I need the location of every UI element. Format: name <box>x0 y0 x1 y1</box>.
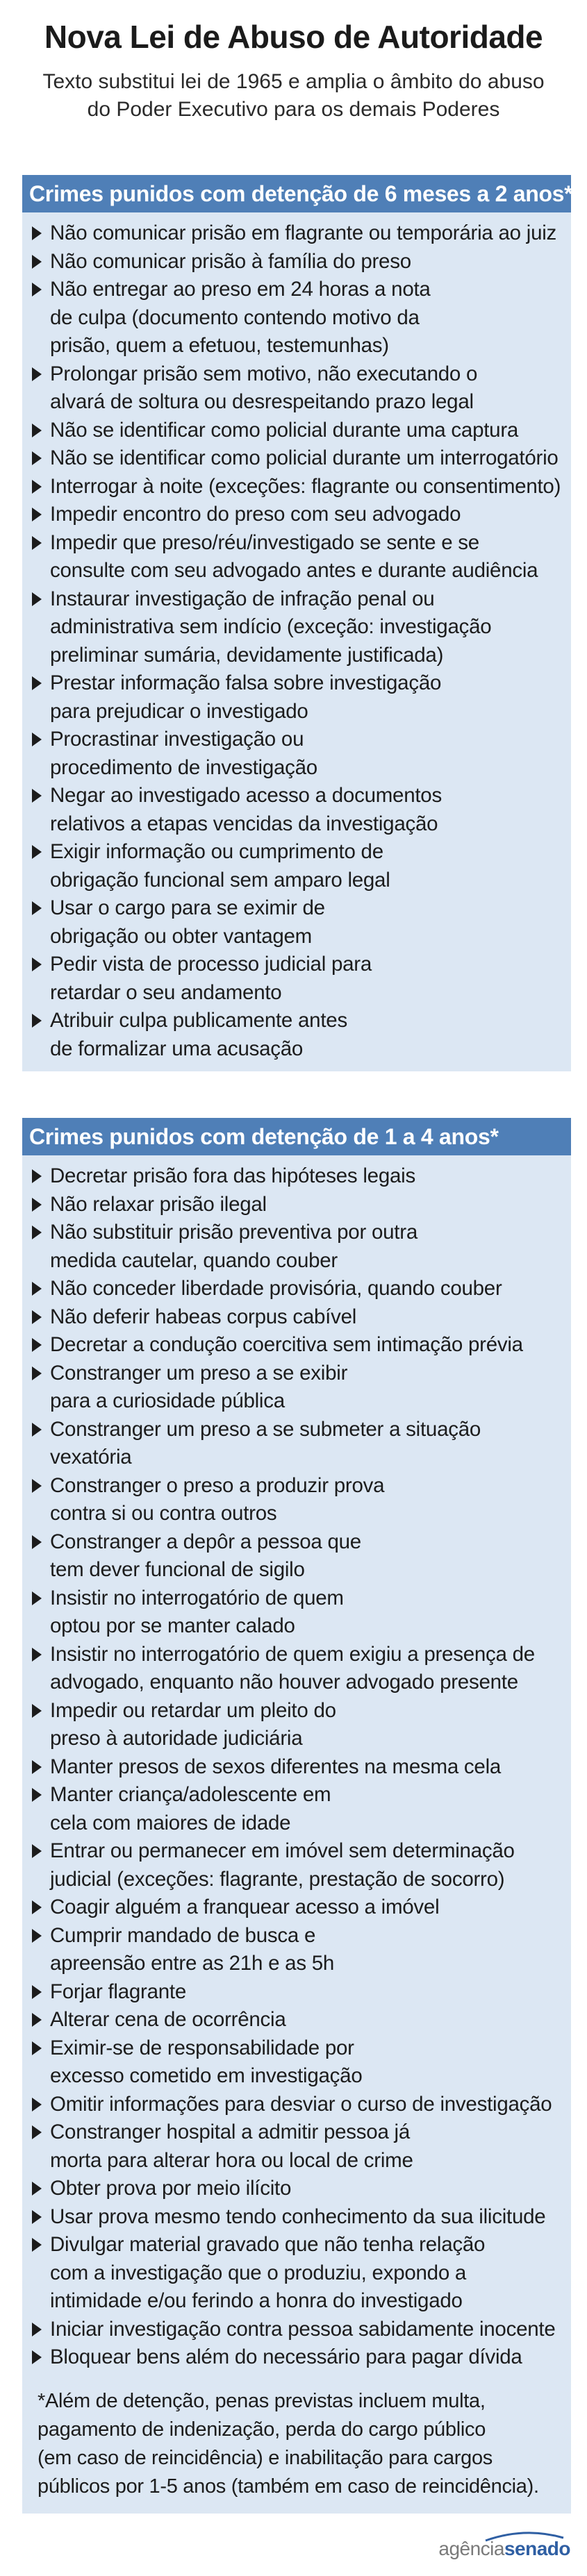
list-item-text: Bloquear bens além do necessário para pagar dívida <box>50 2345 522 2368</box>
list-item-text: Não se identificar como policial durante uma captura <box>50 418 519 442</box>
bullet-triangle-icon <box>32 676 42 690</box>
list-item <box>31 782 564 838</box>
list-item-text: Negar ao investigado acesso a documentos relativos a etapas vencidas da investigação <box>50 784 442 835</box>
list-item-text: Constranger hospital a admitir pessoa já morta para alterar hora ou local de crime <box>50 2121 413 2172</box>
bullet-triangle-icon <box>32 2098 42 2111</box>
list-item-text: Omitir informações para desviar o curso de investigação <box>50 2092 552 2116</box>
bullet-triangle-icon <box>32 367 42 381</box>
bullet-triangle-icon <box>32 1310 42 1324</box>
bullet-triangle-icon <box>32 1423 42 1437</box>
list-item <box>31 1584 564 1641</box>
list-item <box>31 838 564 894</box>
bullet-triangle-icon <box>32 1704 42 1718</box>
list-item <box>31 726 564 782</box>
list-item <box>31 1781 564 1837</box>
list-item-text: Decretar a condução coercitiva sem intimação prévia <box>50 1333 523 1356</box>
list-item <box>31 1416 564 1472</box>
bullet-triangle-icon <box>32 733 42 746</box>
list-item <box>31 1331 564 1360</box>
list-item-text: Prestar informação falsa sobre investigação para prejudicar o investigado <box>50 671 442 723</box>
list-item <box>31 1007 564 1063</box>
list-item <box>31 1528 564 1584</box>
list-item <box>31 2175 564 2203</box>
footnote: *Além de detenção, penas previstas incluem multa, pagamento de indenização, perda do cargo público (em caso de reincidência) e inabilitação para cargos públicos por 1-5 anos (também em caso de reincidência). <box>22 2375 571 2514</box>
bullet-triangle-icon <box>32 1591 42 1605</box>
bullet-triangle-icon <box>32 451 42 465</box>
list-item-text: Usar prova mesmo tendo conhecimento da sua ilicitude <box>50 2205 546 2228</box>
list-item <box>31 2203 564 2232</box>
bullet-triangle-icon <box>32 255 42 269</box>
bullet-triangle-icon <box>32 2125 42 2139</box>
list-item-text: Usar o cargo para se eximir de obrigação ou obter vantagem <box>50 896 325 948</box>
bullet-triangle-icon <box>32 1198 42 1212</box>
list-item <box>31 1275 564 1303</box>
list-item <box>31 585 564 670</box>
list-item <box>31 1697 564 1753</box>
bullet-triangle-icon <box>32 1338 42 1352</box>
list-item-text: Não relaxar prisão ilegal <box>50 1192 267 1216</box>
bullet-triangle-icon <box>32 2210 42 2224</box>
bullet-triangle-icon <box>32 2238 42 2252</box>
list-item-text: Decretar prisão fora das hipóteses legais <box>50 1164 415 1187</box>
list-item <box>31 1191 564 1219</box>
list-item-text: Divulgar material gravado que não tenha relação com a investigação que o produziu, expondo a intimidade e/ou ferindo a honra do investigado <box>50 2233 486 2312</box>
bullet-triangle-icon <box>32 480 42 494</box>
list-item <box>31 1837 564 1893</box>
bullet-triangle-icon <box>32 226 42 240</box>
list-item <box>31 276 564 360</box>
list-item-text: Atribuir culpa publicamente antes de formalizar uma acusação <box>50 1009 347 1060</box>
list-item-text: Constranger um preso a se submeter a situação vexatória <box>50 1417 481 1469</box>
list-item <box>31 417 564 445</box>
list-item <box>31 529 564 585</box>
list-item-text: Não se identificar como policial durante um interrogatório <box>50 446 559 469</box>
list-item <box>31 473 564 501</box>
bullet-triangle-icon <box>32 2041 42 2055</box>
list-item-text: Não substituir prisão preventiva por outra medida cautelar, quando couber <box>50 1221 417 1272</box>
list-item-text: Não entregar ao preso em 24 horas a nota de culpa (documento contendo motivo da prisão, quem a efetuou, testemunhas) <box>50 278 431 357</box>
section-header: Crimes punidos com detenção de 6 meses a 2 anos* <box>22 175 571 212</box>
list-item-text: Coagir alguém a franquear acesso a imóvel <box>50 1896 440 1918</box>
agencia-senado-logo <box>438 2538 570 2560</box>
bullet-triangle-icon <box>32 957 42 971</box>
list-item <box>31 1219 564 1275</box>
list-item <box>31 219 564 248</box>
bullet-triangle-icon <box>32 1844 42 1858</box>
list-item <box>31 444 564 473</box>
bullet-triangle-icon <box>32 1282 42 1296</box>
bullet-triangle-icon <box>32 901 42 915</box>
bullet-triangle-icon <box>32 789 42 803</box>
list-item <box>31 1922 564 1978</box>
list-item-text: Não comunicar prisão à família do preso <box>50 249 411 273</box>
logo-swoosh-icon <box>483 2531 566 2543</box>
logo-text-senado: senado <box>504 2538 570 2559</box>
page-title: Nova Lei de Abuso de Autoridade <box>44 19 543 55</box>
list-item-text: Iniciar investigação contra pessoa sabidamente inocente <box>50 2317 556 2341</box>
list-item <box>31 1472 564 1528</box>
list-item-text: Não conceder liberdade provisória, quando couber <box>50 1277 502 1300</box>
list-item-text: Impedir encontro do preso com seu advogado <box>50 503 461 526</box>
bullet-triangle-icon <box>32 283 42 296</box>
list-item <box>31 2343 564 2372</box>
list-item <box>31 1162 564 1191</box>
bullet-triangle-icon <box>32 2350 42 2364</box>
list-item-text: Alterar cena de ocorrência <box>50 2008 286 2031</box>
bullet-triangle-icon <box>32 1169 42 1183</box>
bullet-triangle-icon <box>32 1479 42 1493</box>
list-item <box>31 1893 564 1922</box>
list-item-text: Interrogar à noite (exceções: flagrante ou consentimento) <box>50 474 561 498</box>
list-item-text: Exigir informação ou cumprimento de obrigação funcional sem amparo legal <box>50 840 390 892</box>
section-6-meses-a-2-anos <box>22 175 571 1071</box>
list-item-text: Insistir no interrogatório de quem optou por se manter calado <box>50 1586 344 1637</box>
list-item <box>31 2118 564 2175</box>
section-1-a-4-anos <box>22 1118 571 2380</box>
list-item-text: Pedir vista de processo judicial para retardar o seu andamento <box>50 953 372 1004</box>
list-item-text: Constranger um preso a se exibir para a curiosidade pública <box>50 1361 348 1412</box>
list-item-text: Cumprir mandado de busca e apreensão entre as 21h e as 5h <box>50 1923 335 1975</box>
list-item-text: Prolongar prisão sem motivo, não executando o alvará de soltura ou desrespeitando prazo legal <box>50 362 478 413</box>
bullet-triangle-icon <box>32 1985 42 1999</box>
list-item <box>31 1978 564 2007</box>
list-item <box>31 2006 564 2034</box>
bullet-triangle-icon <box>32 1366 42 1380</box>
list-item <box>31 951 564 1007</box>
list-item <box>31 2034 564 2091</box>
list-item-text: Insistir no interrogatório de quem exigiu a presença de advogado, enquanto não houver advogado presente <box>50 1642 535 1693</box>
list-item-text: Instaurar investigação de infração penal ou administrativa sem indício (exceção: investigação preliminar sumária, devidamente justificada) <box>50 587 492 667</box>
list-item <box>31 1753 564 1782</box>
section-list <box>22 1155 571 2380</box>
bullet-triangle-icon <box>32 592 42 606</box>
list-item-text: Obter prova por meio ilícito <box>50 2177 292 2200</box>
list-item-text: Impedir ou retardar um pleito do preso à autoridade judiciária <box>50 1698 336 1750</box>
list-item <box>31 894 564 951</box>
list-item-text: Entrar ou permanecer em imóvel sem determinação judicial (exceções: flagrante, prestação de socorro) <box>50 1839 515 1891</box>
list-item-text: Eximir-se de responsabilidade por excesso cometido em investigação <box>50 2036 363 2087</box>
page-subtitle: Texto substitui lei de 1965 e amplia o âmbito do abuso do Poder Executivo para os demais Poderes <box>42 70 545 121</box>
bullet-triangle-icon <box>32 2182 42 2196</box>
list-item <box>31 501 564 529</box>
bullet-triangle-icon <box>32 536 42 550</box>
list-item-text: Constranger o preso a produzir prova contra si ou contra outros <box>50 1473 385 1525</box>
list-item <box>31 248 564 276</box>
bullet-triangle-icon <box>32 2323 42 2336</box>
bullet-triangle-icon <box>32 845 42 859</box>
list-item <box>31 360 564 417</box>
bullet-triangle-icon <box>32 1648 42 1662</box>
list-item <box>31 2316 564 2344</box>
list-item <box>31 2231 564 2316</box>
section-list <box>22 212 571 1071</box>
list-item-text: Impedir que preso/réu/investigado se sente e se consulte com seu advogado antes e durante audiência <box>50 530 538 582</box>
bullet-triangle-icon <box>32 1900 42 1914</box>
list-item <box>31 2091 564 2119</box>
list-item <box>31 669 564 726</box>
list-item-text: Não comunicar prisão em flagrante ou temporária ao juiz <box>50 221 557 244</box>
list-item-text: Constranger a depôr a pessoa que tem dever funcional de sigilo <box>50 1530 361 1581</box>
list-item-text: Manter criança/adolescente em cela com maiores de idade <box>50 1783 331 1834</box>
bullet-triangle-icon <box>32 1014 42 1028</box>
list-item <box>31 1303 564 1332</box>
list-item-text: Forjar flagrante <box>50 1980 187 2003</box>
bullet-triangle-icon <box>32 1788 42 1802</box>
list-item-text: Procrastinar investigação ou procedimento de investigação <box>50 728 317 779</box>
bullet-triangle-icon <box>32 1535 42 1549</box>
bullet-triangle-icon <box>32 2013 42 2027</box>
list-item-text: Não deferir habeas corpus cabível <box>50 1305 357 1328</box>
list-item <box>31 1360 564 1416</box>
bullet-triangle-icon <box>32 508 42 521</box>
logo-text-agencia: agência <box>438 2538 504 2559</box>
bullet-triangle-icon <box>32 1760 42 1774</box>
list-item <box>31 1641 564 1697</box>
bullet-triangle-icon <box>32 1226 42 1239</box>
bullet-triangle-icon <box>32 424 42 437</box>
section-header: Crimes punidos com detenção de 1 a 4 anos* <box>22 1118 571 1155</box>
list-item-text: Manter presos de sexos diferentes na mesma cela <box>50 1755 502 1778</box>
bullet-triangle-icon <box>32 1929 42 1943</box>
